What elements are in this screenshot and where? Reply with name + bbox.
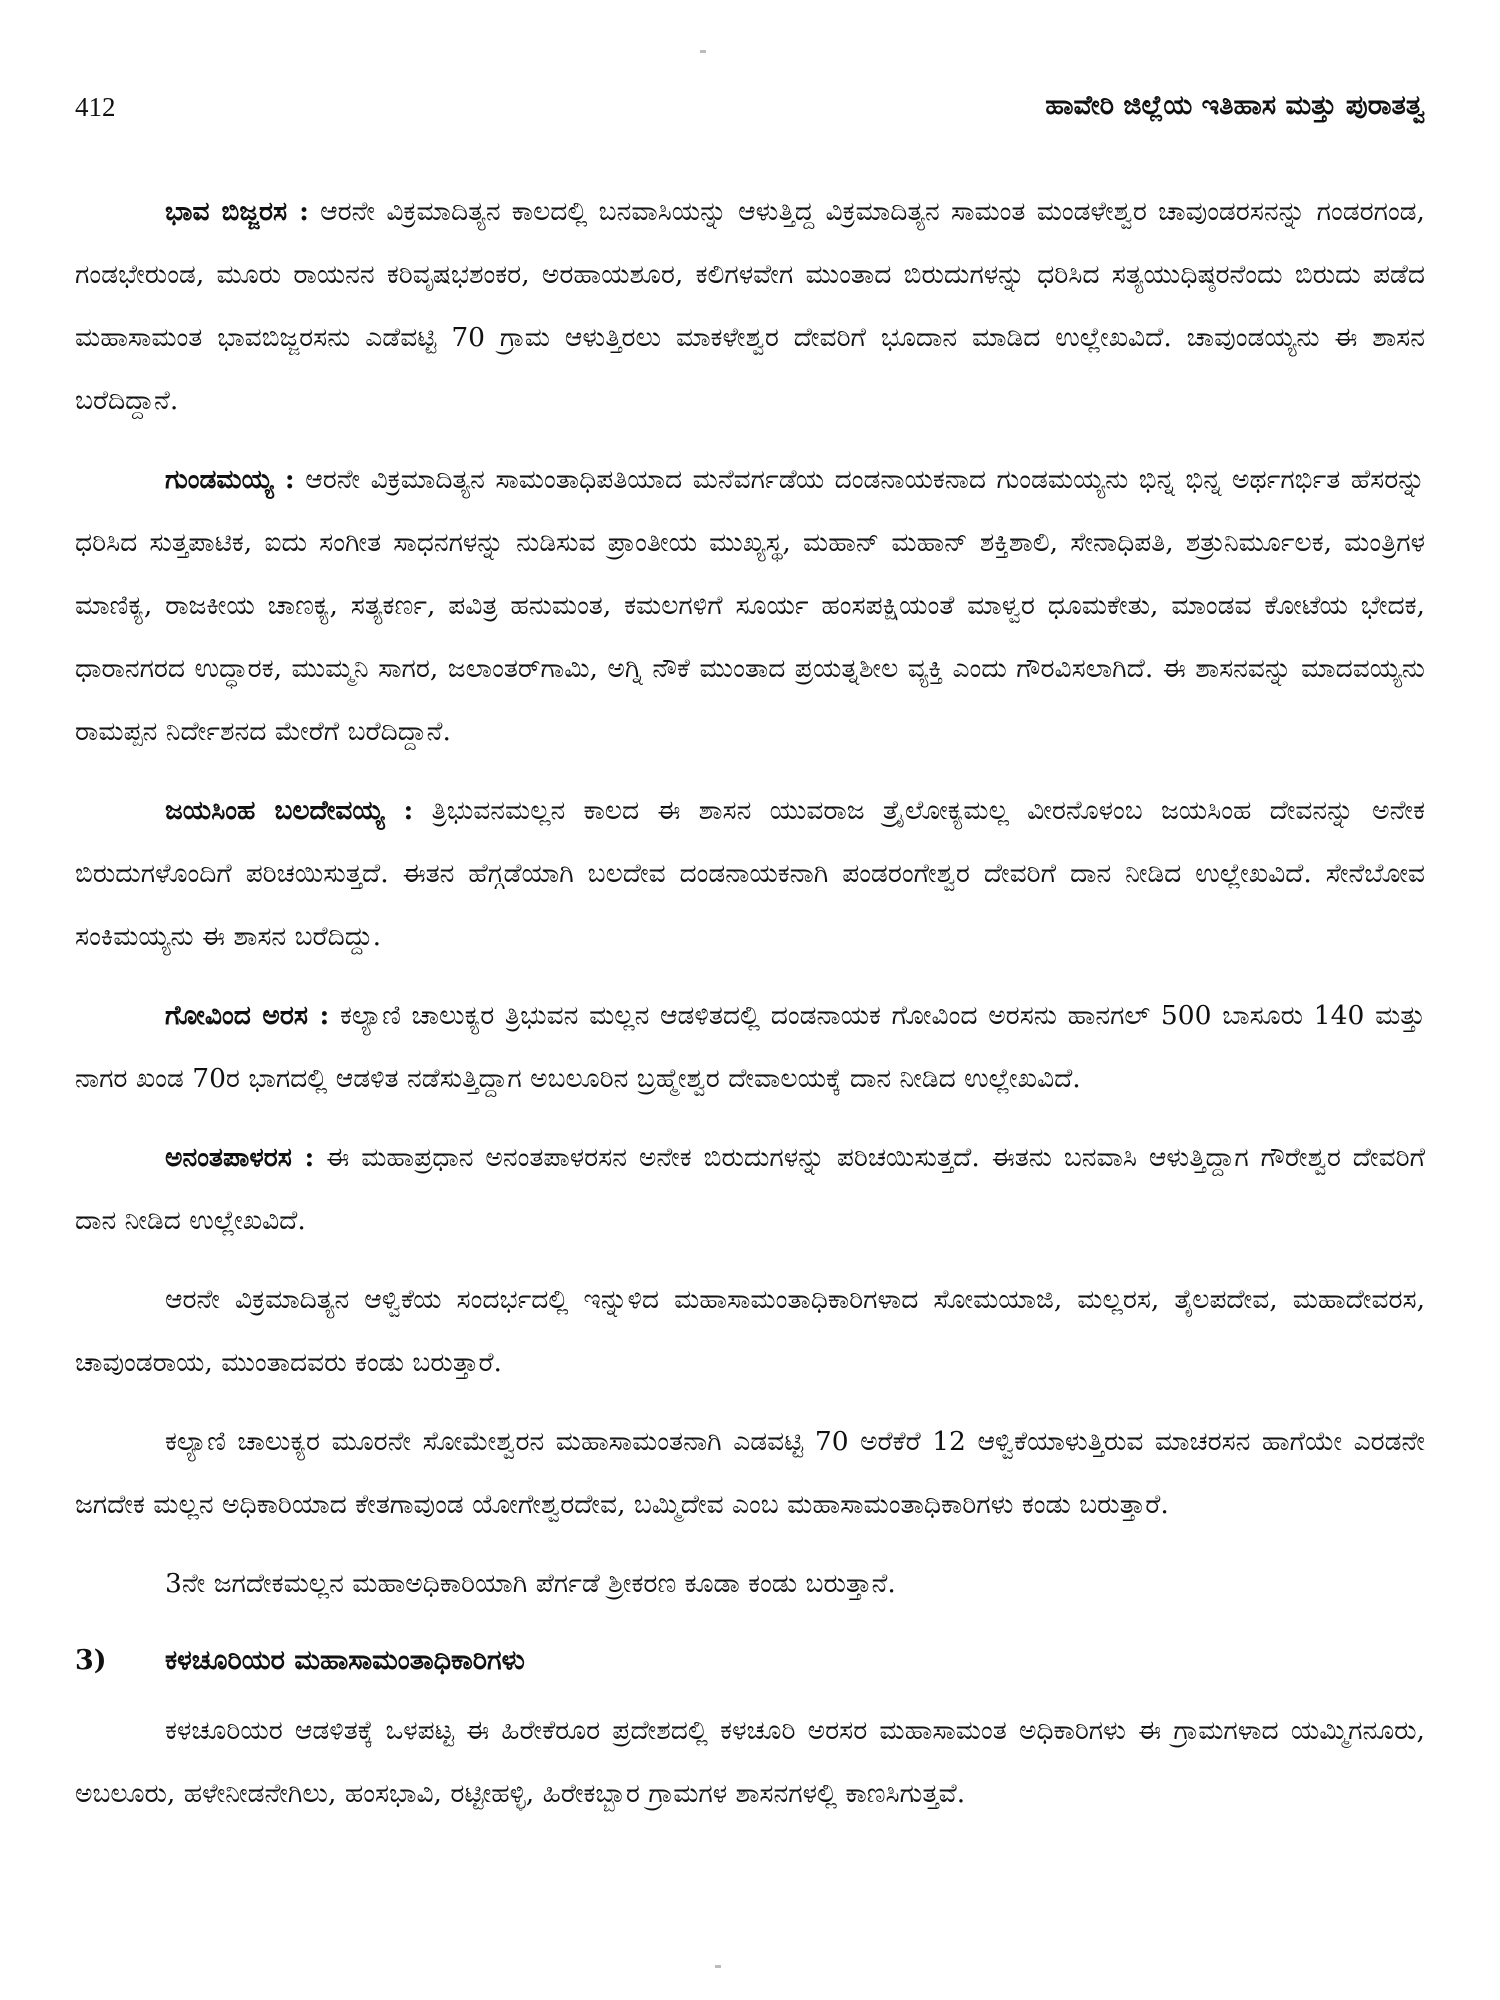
paragraph-lead: ಗುಂಡಮಯ್ಯ : (165, 464, 295, 495)
paragraph-text: ಈ ಮಹಾಪ್ರಧಾನ ಅನಂತಪಾಳರಸನ ಅನೇಕ ಬಿರುದುಗಳನ್ನು ಪರಿಚಯಿಸುತ್ತದೆ. ಈತನು ಬನವಾಸಿ ಆಳುತ್ತಿದ್ದಾಗ ಗೌರೇಶ್ವರ ದೇವರಿಗೆ ದಾನ ನೀಡಿದ ಉಲ್ಲೇಖವಿದೆ. (75, 1142, 1425, 1236)
paragraph-govinda-arasa (75, 984, 1425, 1110)
paragraph-gundamayya (75, 448, 1425, 763)
document-page (75, 70, 1425, 1950)
section-title: ಕಳಚೂರಿಯರ ಮಹಾಸಾಮಂತಾಧಿಕಾರಿಗಳು (165, 1645, 525, 1676)
paragraph-jayasimha-baladevayya (75, 779, 1425, 968)
scan-mark (715, 1965, 721, 1968)
paragraph-anantapalarasa (75, 1126, 1425, 1252)
paragraph-bhava-bijjarasa (75, 180, 1425, 432)
section-heading (75, 1631, 1425, 1691)
paragraph-text: ತ್ರಿಭುವನಮಲ್ಲನ ಕಾಲದ ಈ ಶಾಸನ ಯುವರಾಜ ತ್ರೈಲೋಕ್ಯಮಲ್ಲ ವೀರನೊಳಂಬ ಜಯಸಿಂಹ ದೇವನನ್ನು ಅನೇಕ ಬಿರುದುಗಳೊಂದಿಗೆ ಪರಿಚಯಿಸುತ್ತದೆ. ಈತನ ಹೆಗ್ಗಡೆಯಾಗಿ ಬಲದೇವ ದಂಡನಾಯಕನಾಗಿ ಪಂಡರಂಗೇಶ್ವರ ದೇವರಿಗೆ ದಾನ ನೀಡಿದ ಉಲ್ಲೇಖವಿದೆ. ಸೇನೆಬೋವ ಸಂಕಿಮಯ್ಯನು ಈ ಶಾಸನ ಬರೆದಿದ್ದು. (75, 795, 1425, 952)
scan-mark (700, 50, 706, 53)
page-header (75, 70, 1425, 130)
paragraph-jagadekamalla (75, 1552, 1425, 1615)
section-number: 3) (75, 1645, 107, 1676)
paragraph-someshvara-officials (75, 1410, 1425, 1536)
paragraph-lead: ಜಯಸಿಂಹ ಬಲದೇವಯ್ಯ : (165, 795, 414, 826)
paragraph-text: ಆರನೇ ವಿಕ್ರಮಾದಿತ್ಯನ ಕಾಲದಲ್ಲಿ ಬನವಾಸಿಯನ್ನು ಆಳುತ್ತಿದ್ದ ವಿಕ್ರಮಾದಿತ್ಯನ ಸಾಮಂತ ಮಂಡಳೇಶ್ವರ ಚಾವುಂಡರಸನನ್ನು ಗಂಡರಗಂಡ, ಗಂಡಭೇರುಂಡ, ಮೂರು ರಾಯನನ ಕರಿವೃಷಭಶಂಕರ, ಅರಹಾಯಶೂರ, ಕಲಿಗಳವೇಗ ಮುಂತಾದ ಬಿರುದುಗಳನ್ನು ಧರಿಸಿದ ಸತ್ಯಯುಧಿಷ್ಠರನೆಂದು ಬಿರುದು ಪಡೆದ ಮಹಾಸಾಮಂತ ಭಾವಬಿಜ್ಜರಸನು ಎಡೆವಟ್ಟಿ 70 ಗ್ರಾಮ ಆಳುತ್ತಿರಲು ಮಾಕಳೇಶ್ವರ ದೇವರಿಗೆ ಭೂದಾನ ಮಾಡಿದ ಉಲ್ಲೇಖವಿದೆ. ಚಾವುಂಡಯ್ಯನು ಈ ಶಾಸನ ಬರೆದಿದ್ದಾನೆ. (75, 196, 1425, 416)
paragraph-lead: ಭಾವ ಬಿಜ್ಜರಸ : (165, 196, 309, 227)
paragraph-text: ಕಲ್ಯಾಣಿ ಚಾಲುಕ್ಯರ ಮೂರನೇ ಸೋಮೇಶ್ವರನ ಮಹಾಸಾಮಂತನಾಗಿ ಎಡವಟ್ಟಿ 70 ಅರೆಕೆರೆ 12 ಆಳ್ವಿಕೆಯಾಳುತ್ತಿರುವ ಮಾಚರಸನ ಹಾಗೆಯೇ ಎರಡನೇ ಜಗದೇಕ ಮಲ್ಲನ ಅಧಿಕಾರಿಯಾದ ಕೇತಗಾವುಂಡ ಯೋಗೇಶ್ವರದೇವ, ಬಮ್ಮಿದೇವ ಎಂಬ ಮಹಾಸಾಮಂತಾಧಿಕಾರಿಗಳು ಕಂಡು ಬರುತ್ತಾರೆ. (75, 1426, 1425, 1520)
page-body (75, 180, 1425, 1841)
paragraph-lead: ಅನಂತಪಾಳರಸ : (165, 1142, 315, 1173)
paragraph-kalachuri (75, 1699, 1425, 1825)
running-title: ಹಾವೇರಿ ಜಿಲ್ಲೆಯ ಇತಿಹಾಸ ಮತ್ತು ಪುರಾತತ್ವ (1045, 90, 1425, 121)
paragraph-text: ಆರನೇ ವಿಕ್ರಮಾದಿತ್ಯನ ಸಾಮಂತಾಧಿಪತಿಯಾದ ಮನೆವರ್ಗಡೆಯ ದಂಡನಾಯಕನಾದ ಗುಂಡಮಯ್ಯನು ಭಿನ್ನ ಭಿನ್ನ ಅರ್ಥಗರ್ಭಿತ ಹೆಸರನ್ನು ಧರಿಸಿದ ಸುತ್ತಪಾಟಿಕ, ಐದು ಸಂಗೀತ ಸಾಧನಗಳನ್ನು ನುಡಿಸುವ ಪ್ರಾಂತೀಯ ಮುಖ್ಯಸ್ಥ, ಮಹಾನ್ ಮಹಾನ್ ಶಕ್ತಿಶಾಲಿ, ಸೇನಾಧಿಪತಿ, ಶತ್ರುನಿರ್ಮೂಲಕ, ಮಂತ್ರಿಗಳ ಮಾಣಿಕ್ಯ, ರಾಜಕೀಯ ಚಾಣಕ್ಯ, ಸತ್ಯಕರ್ಣ, ಪವಿತ್ರ ಹನುಮಂತ, ಕಮಲಗಳಿಗೆ ಸೂರ್ಯ ಹಂಸಪಕ್ಷಿಯಂತೆ ಮಾಳ್ವರ ಧೂಮಕೇತು, ಮಾಂಡವ ಕೋಟೆಯ ಭೇದಕ, ಧಾರಾನಗರದ ಉದ್ಧಾರಕ, ಮುಮ್ಮನಿ ಸಾಗರ, ಜಲಾಂತರ್‌ಗಾಮಿ, ಅಗ್ನಿ ನೌಕೆ ಮುಂತಾದ ಪ್ರಯತ್ನಶೀಲ ವ್ಯಕ್ತಿ ಎಂದು ಗೌರವಿಸಲಾಗಿದೆ. ಈ ಶಾಸನವನ್ನು ಮಾದವಯ್ಯನು ರಾಮಪ್ಪನ ನಿರ್ದೇಶನದ ಮೇರೆಗೆ ಬರೆದಿದ್ದಾನೆ. (75, 464, 1425, 747)
paragraph-text: ಕಳಚೂರಿಯರ ಆಡಳಿತಕ್ಕೆ ಒಳಪಟ್ಟ ಈ ಹಿರೇಕೆರೂರ ಪ್ರದೇಶದಲ್ಲಿ ಕಳಚೂರಿ ಅರಸರ ಮಹಾಸಾಮಂತ ಅಧಿಕಾರಿಗಳು ಈ ಗ್ರಾಮಗಳಾದ ಯಮ್ಮಿಗನೂರು, ಅಬಲೂರು, ಹಳೇನೀಡನೇಗಿಲು, ಹಂಸಭಾವಿ, ರಟ್ಟೀಹಳ್ಳಿ, ಹಿರೇಕಬ್ಬಾರ ಗ್ರಾಮಗಳ ಶಾಸನಗಳಲ್ಲಿ ಕಾಣಸಿಗುತ್ತವೆ. (75, 1715, 1425, 1809)
paragraph-text: ಕಲ್ಯಾಣಿ ಚಾಲುಕ್ಯರ ತ್ರಿಭುವನ ಮಲ್ಲನ ಆಡಳಿತದಲ್ಲಿ ದಂಡನಾಯಕ ಗೋವಿಂದ ಅರಸನು ಹಾನಗಲ್ 500 ಬಾಸೂರು 140 ಮತ್ತು ನಾಗರ ಖಂಡ 70ರ ಭಾಗದಲ್ಲಿ ಆಡಳಿತ ನಡೆಸುತ್ತಿದ್ದಾಗ ಅಬಲೂರಿನ ಬ್ರಹ್ಮೇಶ್ವರ ದೇವಾಲಯಕ್ಕೆ ದಾನ ನೀಡಿದ ಉಲ್ಲೇಖವಿದೆ. (75, 1000, 1425, 1094)
paragraph-text: 3ನೇ ಜಗದೇಕಮಲ್ಲನ ಮಹಾಅಧಿಕಾರಿಯಾಗಿ ಪೆರ್ಗಡೆ ಶ್ರೀಕರಣ ಕೂಡಾ ಕಂಡು ಬರುತ್ತಾನೆ. (165, 1568, 896, 1599)
paragraph-lead: ಗೋವಿಂದ ಅರಸ : (165, 1000, 330, 1031)
paragraph-text: ಆರನೇ ವಿಕ್ರಮಾದಿತ್ಯನ ಆಳ್ವಿಕೆಯ ಸಂದರ್ಭದಲ್ಲಿ ಇನ್ನುಳಿದ ಮಹಾಸಾಮಂತಾಧಿಕಾರಿಗಳಾದ ಸೋಮಯಾಜಿ, ಮಲ್ಲರಸ, ತೈಲಪದೇವ, ಮಹಾದೇವರಸ, ಚಾವುಂಡರಾಯ, ಮುಂತಾದವರು ಕಂಡು ಬರುತ್ತಾರೆ. (75, 1284, 1425, 1378)
page-number: 412 (75, 92, 116, 122)
paragraph-other-officials (75, 1268, 1425, 1394)
